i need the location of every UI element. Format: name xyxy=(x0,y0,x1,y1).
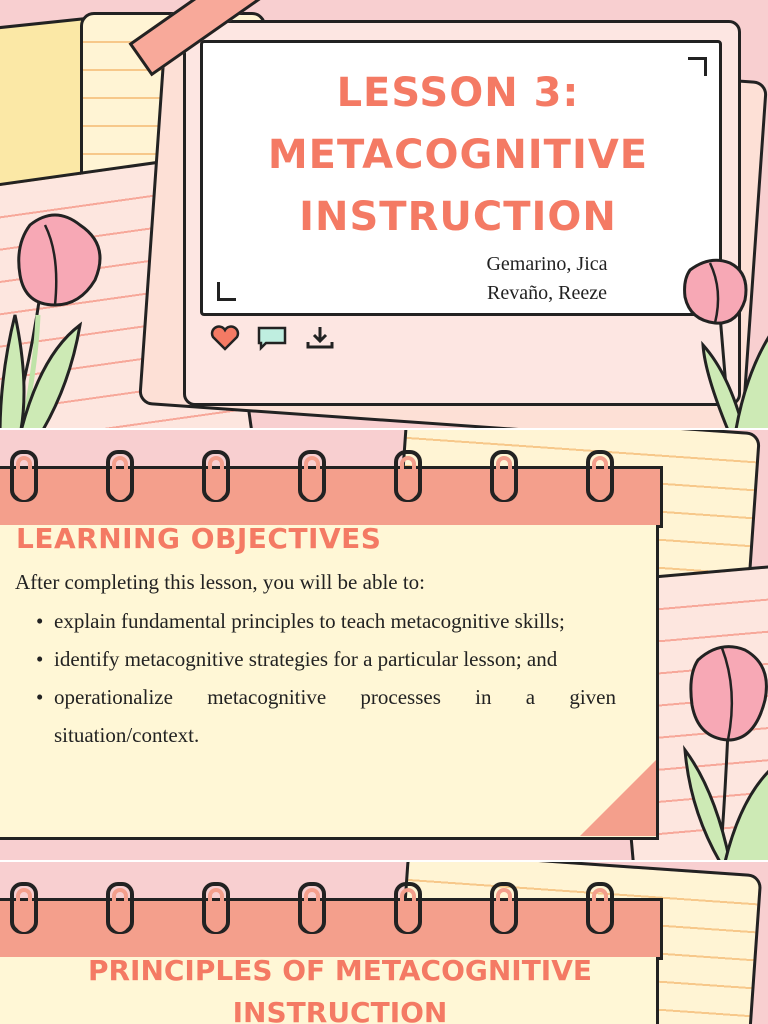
title-slide xyxy=(0,0,768,430)
objectives-slide xyxy=(0,430,768,862)
ring-icon xyxy=(490,450,518,502)
list-item: • identify metacognitive strategies for a particular lesson; and xyxy=(40,640,616,678)
action-icons xyxy=(210,324,336,352)
ring-icon xyxy=(10,882,38,934)
download-icon[interactable] xyxy=(304,325,336,351)
list-item: • operationalize metacognitive processes in a given situation/context. xyxy=(40,678,616,754)
objectives-list xyxy=(40,602,616,754)
section-heading: LEARNING OBJECTIVES xyxy=(16,522,382,555)
list-item: • explain fundamental principles to teach metacognitive skills; xyxy=(40,602,616,640)
lesson-title: LESSON 3: METACOGNITIVE INSTRUCTION xyxy=(267,70,649,240)
ring-icon xyxy=(106,882,134,934)
author-name: Gemarino, Jica xyxy=(486,253,608,275)
ring-icon xyxy=(394,450,422,502)
ring-icon xyxy=(202,882,230,934)
principles-slide xyxy=(0,862,768,1024)
tulip-icon xyxy=(680,640,768,862)
ring-icon xyxy=(490,882,518,934)
section-heading: PRINCIPLES OF METACOGNITIVE INSTRUCTION xyxy=(87,954,593,1024)
ring-icon xyxy=(586,882,614,934)
comment-icon[interactable] xyxy=(256,325,288,351)
ring-icon xyxy=(586,450,614,502)
ring-icon xyxy=(298,882,326,934)
page-fold xyxy=(580,760,656,836)
intro-text: After completing this lesson, you will be able to: xyxy=(15,570,426,594)
ring-icon xyxy=(394,882,422,934)
ring-icon xyxy=(106,450,134,502)
author-name: Revaño, Reeze xyxy=(487,282,607,304)
ring-icon xyxy=(202,450,230,502)
notebook-binding xyxy=(0,466,663,528)
ring-icon xyxy=(10,450,38,502)
ring-icon xyxy=(298,450,326,502)
authors xyxy=(470,250,624,308)
tulip-icon xyxy=(675,255,768,430)
tulip-icon xyxy=(0,205,120,430)
corner-mark xyxy=(217,282,236,301)
heart-icon[interactable] xyxy=(210,325,240,351)
